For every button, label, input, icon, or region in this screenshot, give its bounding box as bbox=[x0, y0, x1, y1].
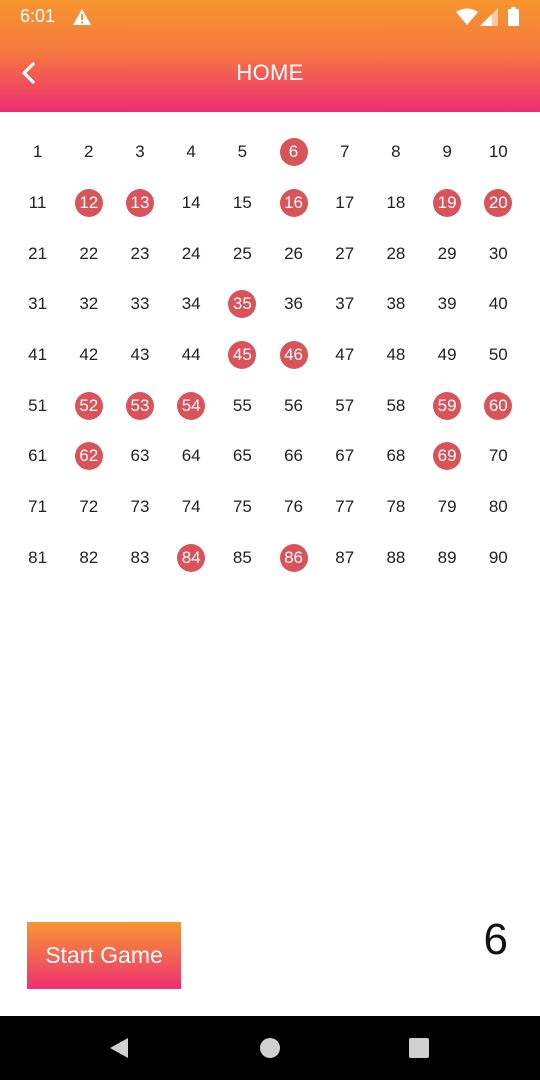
board-number: 70 bbox=[488, 446, 508, 466]
board-number: 78 bbox=[386, 497, 406, 517]
board-cell bbox=[473, 482, 524, 533]
called-number: 59 bbox=[433, 392, 461, 420]
board-cell bbox=[422, 127, 473, 178]
called-number: 6 bbox=[280, 138, 308, 166]
board-number: 51 bbox=[28, 395, 48, 415]
board-number: 31 bbox=[28, 294, 48, 314]
board-cell bbox=[422, 178, 473, 229]
board-cell bbox=[63, 431, 114, 482]
board-cell bbox=[268, 533, 319, 584]
board-cell bbox=[63, 178, 114, 229]
board-number: 61 bbox=[28, 446, 48, 466]
board-cell bbox=[166, 330, 217, 381]
board-cell bbox=[12, 533, 63, 584]
board-cell bbox=[319, 228, 370, 279]
board-cell bbox=[12, 279, 63, 330]
board-cell bbox=[217, 533, 268, 584]
board-cell bbox=[473, 279, 524, 330]
board-number: 68 bbox=[386, 446, 406, 466]
board-number: 5 bbox=[237, 142, 248, 162]
board-cell bbox=[114, 380, 165, 431]
board-cell bbox=[422, 431, 473, 482]
board-cell bbox=[114, 533, 165, 584]
board-cell bbox=[268, 431, 319, 482]
called-number: 46 bbox=[280, 341, 308, 369]
called-number: 54 bbox=[177, 392, 205, 420]
board-number: 44 bbox=[181, 345, 201, 365]
board-cell bbox=[166, 228, 217, 279]
board-cell bbox=[370, 431, 421, 482]
board-cell bbox=[370, 482, 421, 533]
board-number: 40 bbox=[488, 294, 508, 314]
board-cell bbox=[473, 330, 524, 381]
board-number: 85 bbox=[232, 547, 252, 567]
board-cell bbox=[370, 380, 421, 431]
board-cell bbox=[422, 228, 473, 279]
called-number: 62 bbox=[75, 442, 103, 470]
board-number: 38 bbox=[386, 294, 406, 314]
board-number: 34 bbox=[181, 294, 201, 314]
board-number: 82 bbox=[79, 547, 99, 567]
board-number: 64 bbox=[181, 446, 201, 466]
nav-recents-icon[interactable] bbox=[408, 1037, 430, 1059]
board-number: 36 bbox=[284, 294, 303, 314]
board-cell bbox=[12, 431, 63, 482]
board-cell bbox=[63, 533, 114, 584]
board-cell bbox=[114, 431, 165, 482]
board-cell bbox=[63, 279, 114, 330]
board-cell bbox=[268, 228, 319, 279]
board-cell bbox=[370, 533, 421, 584]
board-number: 32 bbox=[79, 294, 99, 314]
called-number: 16 bbox=[280, 189, 308, 217]
board-number: 43 bbox=[130, 345, 150, 365]
board-cell bbox=[268, 127, 319, 178]
board-cell bbox=[422, 330, 473, 381]
board-cell bbox=[268, 482, 319, 533]
board-number: 79 bbox=[437, 497, 457, 517]
board-cell bbox=[12, 178, 63, 229]
page-title: HOME bbox=[236, 60, 304, 85]
board-number: 63 bbox=[130, 446, 150, 466]
board-cell bbox=[319, 279, 370, 330]
board-number: 37 bbox=[335, 294, 355, 314]
board-number: 28 bbox=[386, 243, 406, 263]
board-number: 11 bbox=[28, 193, 47, 213]
board-cell bbox=[63, 482, 114, 533]
board-cell bbox=[166, 279, 217, 330]
board-number: 7 bbox=[339, 142, 350, 162]
board-number: 87 bbox=[335, 547, 355, 567]
board-cell bbox=[166, 380, 217, 431]
board-cell bbox=[268, 279, 319, 330]
board-cell bbox=[422, 279, 473, 330]
board-number: 56 bbox=[284, 395, 303, 415]
board-number: 81 bbox=[28, 547, 48, 567]
board-number: 71 bbox=[28, 497, 48, 517]
board-number: 4 bbox=[186, 142, 196, 162]
board-number: 65 bbox=[232, 446, 252, 466]
board-cell bbox=[370, 228, 421, 279]
board-cell bbox=[319, 533, 370, 584]
app-header bbox=[0, 0, 540, 112]
board-number: 9 bbox=[442, 142, 452, 162]
board-number: 15 bbox=[232, 193, 252, 213]
signal-icon bbox=[480, 8, 498, 26]
board-number: 57 bbox=[335, 395, 355, 415]
board-number: 77 bbox=[335, 497, 355, 517]
called-number: 86 bbox=[280, 544, 308, 572]
called-number: 20 bbox=[484, 189, 512, 217]
board-number: 50 bbox=[488, 345, 508, 365]
board-number: 23 bbox=[130, 243, 150, 263]
called-number: 35 bbox=[228, 290, 256, 318]
board-number: 14 bbox=[181, 193, 201, 213]
board-cell bbox=[63, 228, 114, 279]
board-cell bbox=[114, 279, 165, 330]
board-cell bbox=[268, 330, 319, 381]
battery-icon bbox=[508, 7, 519, 26]
called-number: 60 bbox=[484, 392, 512, 420]
board-number: 21 bbox=[28, 243, 48, 263]
board-cell bbox=[217, 431, 268, 482]
board-cell bbox=[473, 228, 524, 279]
board-cell bbox=[114, 228, 165, 279]
board-cell bbox=[217, 127, 268, 178]
board-cell bbox=[473, 127, 524, 178]
board-cell bbox=[217, 380, 268, 431]
board-cell bbox=[422, 380, 473, 431]
board-cell bbox=[370, 330, 421, 381]
board-cell bbox=[166, 431, 217, 482]
board-cell bbox=[217, 330, 268, 381]
board-cell bbox=[12, 380, 63, 431]
board-number: 24 bbox=[181, 243, 201, 263]
status-time: 6:01 bbox=[20, 6, 56, 26]
board-number: 47 bbox=[335, 345, 355, 365]
nav-back-icon[interactable] bbox=[108, 1036, 132, 1060]
start-game-button[interactable]: Start Game bbox=[27, 922, 181, 989]
board-cell bbox=[114, 330, 165, 381]
board-number: 29 bbox=[437, 243, 457, 263]
board-cell bbox=[268, 178, 319, 229]
board-cell bbox=[217, 482, 268, 533]
board-number: 55 bbox=[232, 395, 252, 415]
board-number: 41 bbox=[28, 345, 48, 365]
board-number: 74 bbox=[181, 497, 201, 517]
board-number: 10 bbox=[488, 142, 508, 162]
board-cell bbox=[12, 482, 63, 533]
board-number: 8 bbox=[391, 142, 401, 162]
board-number: 30 bbox=[488, 243, 508, 263]
board-cell bbox=[114, 127, 165, 178]
board-cell bbox=[268, 380, 319, 431]
board-number: 67 bbox=[335, 446, 355, 466]
nav-home-icon[interactable] bbox=[259, 1037, 281, 1059]
called-number: 52 bbox=[75, 392, 103, 420]
board-number: 27 bbox=[335, 243, 355, 263]
board-cell bbox=[12, 127, 63, 178]
called-number: 19 bbox=[433, 189, 461, 217]
board-number: 49 bbox=[437, 345, 457, 365]
board-number: 66 bbox=[284, 446, 303, 466]
board-cell bbox=[319, 380, 370, 431]
board-number: 18 bbox=[386, 193, 406, 213]
board-cell bbox=[473, 431, 524, 482]
board-cell bbox=[166, 533, 217, 584]
board-cell bbox=[12, 228, 63, 279]
called-number: 84 bbox=[177, 544, 205, 572]
board-number: 75 bbox=[232, 497, 252, 517]
board-cell bbox=[370, 178, 421, 229]
status-bar bbox=[0, 0, 540, 34]
board-cell bbox=[319, 127, 370, 178]
board-number: 1 bbox=[32, 142, 43, 162]
board-number: 72 bbox=[79, 497, 99, 517]
board-number: 73 bbox=[130, 497, 150, 517]
board-number: 25 bbox=[232, 243, 252, 263]
current-number-display: 6 bbox=[483, 915, 508, 964]
board-cell bbox=[319, 431, 370, 482]
board-number: 26 bbox=[284, 243, 303, 263]
called-number: 12 bbox=[75, 189, 103, 217]
board-number: 89 bbox=[437, 547, 457, 567]
board-cell bbox=[422, 533, 473, 584]
board-cell bbox=[217, 279, 268, 330]
board-number: 76 bbox=[284, 497, 303, 517]
board-cell bbox=[114, 482, 165, 533]
warning-icon bbox=[72, 8, 92, 26]
called-number: 53 bbox=[126, 392, 154, 420]
board-cell bbox=[63, 127, 114, 178]
board-cell bbox=[166, 482, 217, 533]
board-cell bbox=[370, 127, 421, 178]
board-cell bbox=[166, 127, 217, 178]
board-cell bbox=[473, 380, 524, 431]
board-cell bbox=[473, 178, 524, 229]
board-number: 90 bbox=[488, 547, 508, 567]
called-number: 45 bbox=[228, 341, 256, 369]
board-number: 80 bbox=[488, 497, 508, 517]
board-cell bbox=[217, 228, 268, 279]
wifi-icon bbox=[456, 8, 478, 26]
board-cell bbox=[12, 330, 63, 381]
board-cell bbox=[217, 178, 268, 229]
number-board bbox=[12, 127, 524, 583]
board-cell bbox=[166, 178, 217, 229]
board-cell bbox=[422, 482, 473, 533]
board-number: 22 bbox=[79, 243, 99, 263]
board-number: 88 bbox=[386, 547, 406, 567]
board-cell bbox=[370, 279, 421, 330]
board-number: 48 bbox=[386, 345, 406, 365]
board-number: 58 bbox=[386, 395, 406, 415]
board-number: 39 bbox=[437, 294, 457, 314]
board-number: 17 bbox=[335, 193, 355, 213]
board-cell bbox=[473, 533, 524, 584]
called-number: 69 bbox=[433, 442, 461, 470]
board-number: 33 bbox=[130, 294, 150, 314]
board-cell bbox=[63, 380, 114, 431]
board-cell bbox=[114, 178, 165, 229]
board-number: 83 bbox=[130, 547, 150, 567]
board-cell bbox=[319, 178, 370, 229]
board-cell bbox=[63, 330, 114, 381]
called-number: 13 bbox=[126, 189, 154, 217]
board-number: 3 bbox=[135, 142, 145, 162]
board-cell bbox=[319, 330, 370, 381]
board-number: 42 bbox=[79, 345, 99, 365]
board-number: 2 bbox=[84, 142, 94, 162]
board-cell bbox=[319, 482, 370, 533]
